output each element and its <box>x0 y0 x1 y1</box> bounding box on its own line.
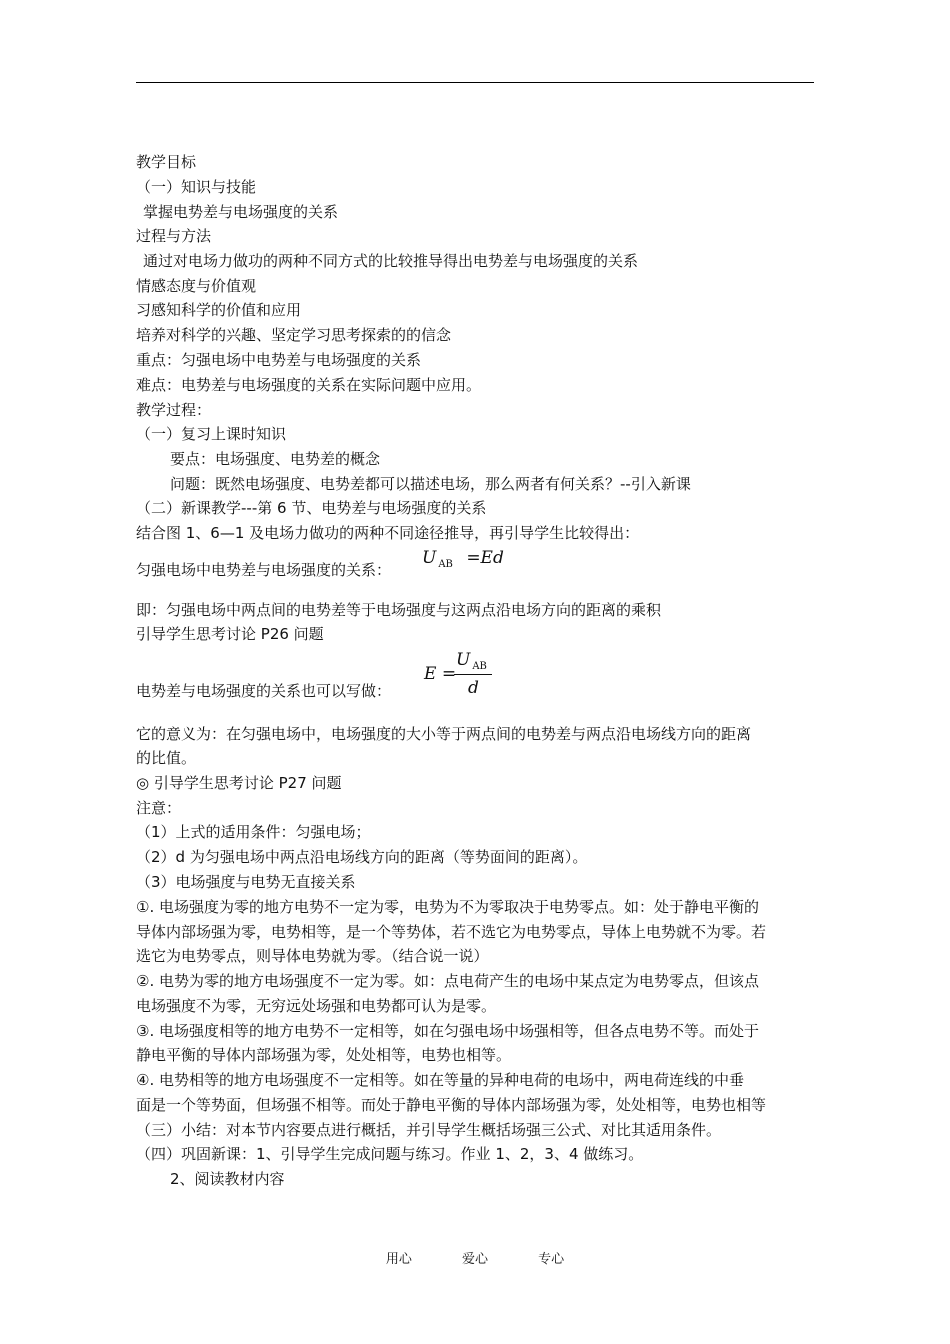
text-line: （二）新课教学---第 6 节、电势差与电场强度的关系 <box>136 499 487 517</box>
header-rule <box>136 82 814 83</box>
text-line: 的比值。 <box>136 749 197 767</box>
text-line: 情感态度与价值观 <box>136 277 257 295</box>
text-line: 选它为电势零点，则导体电势就为零。（结合说一说） <box>136 947 489 965</box>
text-line: （三）小结：对本节内容要点进行概括，并引导学生概括场强三公式、对比其适用条件。 <box>136 1121 722 1139</box>
text-line: 匀强电场中电势差与电场强度的关系： <box>136 561 392 579</box>
text-line: 过程与方法 <box>136 227 212 245</box>
text-line: 电场强度不为零，无穷远处场强和电势都可认为是零。 <box>136 997 497 1015</box>
text-line: 即：匀强电场中两点间的电势差等于电场强度与这两点沿电场方向的距离的乘积 <box>136 601 662 619</box>
footer-word: 用心 <box>385 1252 412 1267</box>
text-line: 通过对电场力做功的两种不同方式的比较推导得出电势差与电场强度的关系 <box>143 252 639 270</box>
formula-uab-ed: U $_{AB}$ =Ed <box>422 548 504 570</box>
formula-e-uab-over-d: E = U $_{AB}$ d <box>424 650 504 702</box>
footer-word: 专心 <box>538 1252 565 1267</box>
text-line: 导体内部场强为零，电势相等，是一个等势体，若不选它为电势零点，导体上电势就不为零。若 <box>136 923 767 941</box>
text-line: 2、阅读教材内容 <box>170 1170 285 1188</box>
text-line: ②. 电势为零的地方电场强度不一定为零。如：点电荷产生的电场中某点定为电势零点，但该点 <box>136 972 759 990</box>
text-line: 面是一个等势面，但场强不相等。而处于静电平衡的导体内部场强为零，处处相等，电势也相等 <box>136 1096 767 1114</box>
section-heading-teaching-goals: 教学目标 <box>136 153 197 171</box>
text-line: 要点：电场强度、电势差的概念 <box>170 450 381 468</box>
page-footer <box>0 1248 950 1267</box>
text-line: （3）电场强度与电势无直接关系 <box>136 873 356 891</box>
text-line: （四）巩固新课：1、引导学生完成问题与练习。作业 1、2，3、4 做练习。 <box>136 1145 644 1163</box>
text-line: ◎ 引导学生思考讨论 P27 问题 <box>136 774 342 792</box>
text-line: 教学过程： <box>136 401 212 419</box>
text-line: 它的意义为：在匀强电场中，电场强度的大小等于两点间的电势差与两点沿电场线方向的距离 <box>136 725 752 743</box>
text-line: ③. 电场强度相等的地方电势不一定相等，如在匀强电场中场强相等，但各点电势不等。而处于 <box>136 1022 759 1040</box>
text-line: 电势差与电场强度的关系也可以写做： <box>136 682 392 700</box>
text-line: （一）知识与技能 <box>136 178 257 196</box>
footer-word: 爱心 <box>461 1252 488 1267</box>
text-line: 引导学生思考讨论 P26 问题 <box>136 625 324 643</box>
text-line: （1）上式的适用条件：匀强电场； <box>136 823 371 841</box>
text-line: ①. 电场强度为零的地方电势不一定为零，电势为不为零取决于电势零点。如：处于静电平衡的 <box>136 898 759 916</box>
text-line: ④. 电势相等的地方电场强度不一定相等。如在等量的异种电荷的电场中，两电荷连线的中垂 <box>136 1071 744 1089</box>
text-line: 结合图 1、6—1 及电场力做功的两种不同途径推导，再引导学生比较得出： <box>136 524 640 542</box>
text-line: 掌握电势差与电场强度的关系 <box>143 203 339 221</box>
text-line: 习感知科学的价值和应用 <box>136 301 302 319</box>
text-line: 注意： <box>136 799 182 817</box>
text-line: 难点：电势差与电场强度的关系在实际问题中应用。 <box>136 376 482 394</box>
text-line: （2）d 为匀强电场中两点沿电场线方向的距离（等势面间的距离）。 <box>136 848 588 866</box>
text-line: 培养对科学的兴趣、坚定学习思考探索的的信念 <box>136 326 452 344</box>
text-line: 重点：匀强电场中电势差与电场强度的关系 <box>136 351 422 369</box>
text-line: 问题：既然电场强度、电势差都可以描述电场，那么两者有何关系？--引入新课 <box>170 475 691 493</box>
text-line: （一）复习上课时知识 <box>136 425 287 443</box>
text-line: 静电平衡的导体内部场强为零，处处相等，电势也相等。 <box>136 1046 512 1064</box>
